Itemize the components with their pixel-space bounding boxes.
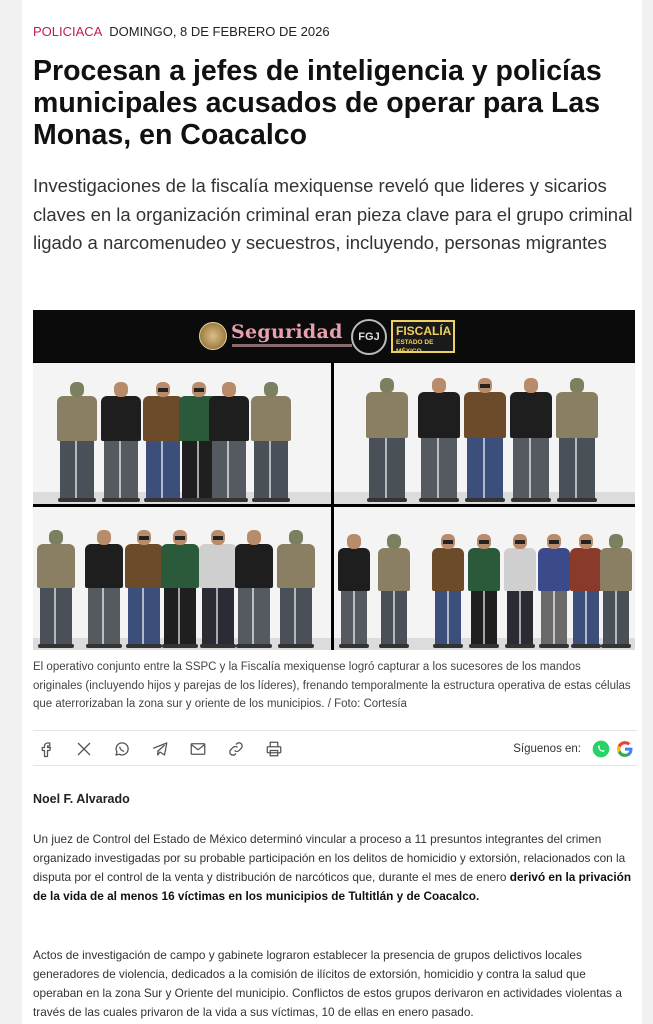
google-icon[interactable] — [615, 739, 635, 759]
article-photo — [33, 310, 635, 650]
photo-person — [125, 530, 163, 646]
article-meta — [33, 24, 330, 40]
photo-person — [366, 378, 408, 500]
photo-person — [556, 378, 598, 500]
body-paragraph-2: Actos de investigación de campo y gabinete lograron establecer la presencia de grupos delictivos locales generadores de violencia, dedicados a la comisión de ilícitos de extorsión, homicidio y contra la salud que operaban en la zona Sur y Oriente del municipio. Conflictos de estos grupos derivaron en actividades violentas a través de las cuales privaron de la vida a sus víctimas, 10 de ellas en enero pasado. — [33, 948, 622, 1019]
photo-person — [432, 534, 464, 646]
photo-banner — [33, 310, 635, 362]
x-icon[interactable] — [74, 739, 94, 759]
publish-date: DOMINGO, 8 DE FEBRERO DE 2026 — [109, 24, 330, 39]
article-title: Procesan a jefes de inteligencia y policías municipales acusados de operar para Las Monas, en Coacalco — [33, 55, 602, 151]
print-icon[interactable] — [264, 739, 284, 759]
photo-person — [85, 530, 123, 646]
photo-person — [101, 382, 141, 500]
fgj-logo: FGJ — [351, 319, 387, 355]
body-paragraph-1-bold: derivó en la privación de la vida de al menos 16 víctimas en los municipios de Tultitlán y de Coacalco. — [33, 870, 632, 903]
photo-panel-top-left — [33, 363, 331, 504]
photo-person — [570, 534, 602, 646]
photo-person — [277, 530, 315, 646]
photo-person — [600, 534, 632, 646]
whatsapp-channel-icon[interactable] — [591, 739, 611, 759]
facebook-icon[interactable] — [36, 739, 56, 759]
fiscalia-logo — [391, 320, 455, 353]
photo-person — [57, 382, 97, 500]
photo-panel-bottom-left — [33, 507, 331, 650]
article-subtitle: Investigaciones de la fiscalía mexiquense reveló que lideres y sicarios claves en la organización criminal eran pieza clave para el grupo criminal ligado a narcomenudeo y secuestros, incluyendo, personas migrantes — [33, 175, 633, 253]
photo-panel-bottom-right — [334, 507, 635, 650]
photo-person — [510, 378, 552, 500]
follow-us — [513, 731, 635, 767]
photo-person — [209, 382, 249, 500]
photo-person — [37, 530, 75, 646]
author-name[interactable]: Noel F. Alvarado — [33, 792, 130, 806]
photo-caption: El operativo conjunto entre la SSPC y la Fiscalía mexiquense logró capturar a los sucesores de los mandos originales (incluyendo hijos y parejas de los líderes), frenando temporalmente la estructura operativa de estas células que aterrorizaban la zona sur y oriente de los municipios. / Foto: Cortesía — [33, 661, 631, 710]
photo-person — [468, 534, 500, 646]
fiscalia-logo-subtitle: ESTADO DE MÉXICO — [396, 339, 434, 355]
photo-person — [161, 530, 199, 646]
photo-panel-top-right — [334, 363, 635, 504]
share-bar — [33, 730, 637, 766]
article-page — [22, 0, 642, 1024]
photo-person — [199, 530, 237, 646]
whatsapp-icon[interactable] — [112, 739, 132, 759]
telegram-icon[interactable] — [150, 739, 170, 759]
photo-person — [251, 382, 291, 500]
section-link[interactable]: POLICIACA — [33, 24, 102, 39]
fiscalia-logo-title: FISCALÍA — [396, 324, 452, 338]
seguridad-logo: Seguridad — [231, 321, 343, 343]
photo-person — [504, 534, 536, 646]
photo-person — [235, 530, 273, 646]
photo-person — [378, 534, 410, 646]
state-seal-logo — [199, 322, 227, 350]
email-icon[interactable] — [188, 739, 208, 759]
body-paragraph-1 — [33, 830, 633, 906]
share-icons — [33, 731, 299, 767]
seguridad-logo-underline — [232, 344, 352, 347]
photo-person — [338, 534, 370, 646]
link-icon[interactable] — [226, 739, 246, 759]
photo-person — [143, 382, 183, 500]
photo-person — [418, 378, 460, 500]
photo-person — [464, 378, 506, 500]
follow-label: Síguenos en: — [513, 743, 581, 755]
photo-person — [538, 534, 570, 646]
body-paragraph-1-text: Un juez de Control del Estado de México determinó vincular a proceso a 11 presuntos integrantes del crimen organizado investigadas por su probable participación en los delitos de homicidio y extorsión, relacionados con la disputa por el control de la venta y distribución de narcóticos que, durante el mes de enero — [33, 832, 626, 884]
